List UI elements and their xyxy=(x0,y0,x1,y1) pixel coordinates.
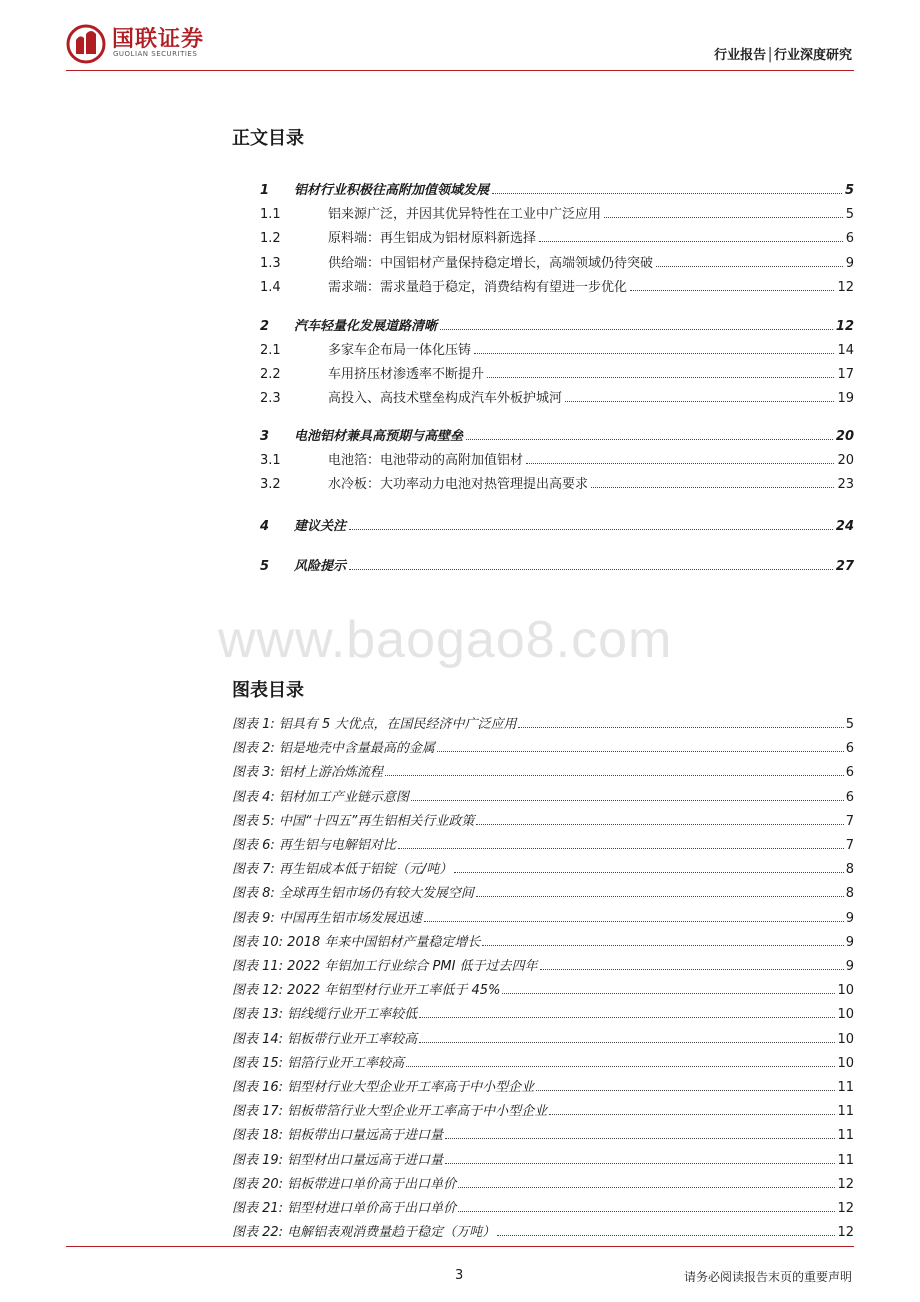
figure-entry-title: 图表 10: 2018 年来中国铝材产量稳定增长 xyxy=(232,935,481,950)
figure-entry-page: 11 xyxy=(837,1104,854,1119)
toc-entry-page: 5 xyxy=(845,207,854,222)
footer-disclaimer: 请务必阅读报告末页的重要声明 xyxy=(683,1270,852,1284)
figure-entry-title: 图表 8: 全球再生铝市场仍有较大发展空间 xyxy=(232,886,474,901)
toc-entry-page: 20 xyxy=(835,429,854,444)
figure-entry-title: 图表 11: 2022 年铝加工行业综合 PMI 低于过去四年 xyxy=(232,959,538,974)
dot-leader xyxy=(458,1211,835,1212)
toc-entry[interactable] xyxy=(260,178,854,198)
figure-entry-page: 10 xyxy=(837,1007,854,1022)
toc-entry-page: 14 xyxy=(837,343,854,358)
toc-title: 正文目录 xyxy=(232,128,304,149)
toc-entry[interactable] xyxy=(260,554,854,574)
figure-entry-title: 图表 21: 铝型材进口单价高于出口单价 xyxy=(232,1201,457,1216)
figure-entry-title: 图表 2: 铝是地壳中含量最高的金属 xyxy=(232,741,435,756)
figure-entry-page: 7 xyxy=(845,838,854,853)
figure-entry-page: 8 xyxy=(845,862,854,877)
dot-leader xyxy=(492,193,842,194)
dot-leader xyxy=(349,529,833,530)
figure-entry-page: 5 xyxy=(845,717,854,732)
brand-name-cn: 国联证券 xyxy=(112,27,205,52)
toc-entry-page: 9 xyxy=(845,256,854,271)
toc-entry[interactable] xyxy=(260,472,854,492)
toc-entry-title: 铝材行业积极往高附加值领域发展 xyxy=(294,183,490,198)
dot-leader xyxy=(591,487,834,488)
toc-entry-page: 27 xyxy=(835,559,854,574)
toc-entry[interactable] xyxy=(260,386,854,406)
toc-entry-page: 17 xyxy=(837,367,854,382)
toc-entry[interactable] xyxy=(260,226,854,246)
figure-entry-title: 图表 18: 铝板带出口量远高于进口量 xyxy=(232,1128,444,1143)
figure-entry[interactable] xyxy=(232,1196,854,1216)
dot-leader xyxy=(466,439,833,440)
toc-entry[interactable] xyxy=(260,338,854,358)
toc-entry-number: 1.4 xyxy=(260,280,281,295)
figure-entry-page: 9 xyxy=(845,911,854,926)
toc-entry[interactable] xyxy=(260,514,854,534)
toc-entry-title: 多家车企布局一体化压铸 xyxy=(328,343,472,358)
dot-leader xyxy=(502,993,835,994)
toc-entry[interactable] xyxy=(260,275,854,295)
toc-entry-title: 供给端：中国铝材产量保持稳定增长，高端领域仍待突破 xyxy=(328,256,654,271)
figure-entry-page: 12 xyxy=(837,1177,854,1192)
dot-leader xyxy=(482,945,843,946)
figure-entry-page: 11 xyxy=(837,1080,854,1095)
toc-entry-title: 铝来源广泛，并因其优异特性在工业中广泛应用 xyxy=(328,207,602,222)
figure-entry[interactable] xyxy=(232,760,854,780)
toc-entry-title: 需求端：需求量趋于稳定，消费结构有望进一步优化 xyxy=(328,280,628,295)
dot-leader xyxy=(419,1042,835,1043)
dot-leader xyxy=(476,896,844,897)
toc-entry-title: 高投入、高技术壁垒构成汽车外板护城河 xyxy=(328,391,563,406)
toc-entry-title: 车用挤压材渗透率不断提升 xyxy=(328,367,485,382)
dot-leader xyxy=(474,353,834,354)
dot-leader xyxy=(656,266,843,267)
toc-entry-page: 24 xyxy=(835,519,854,534)
dot-leader xyxy=(565,401,834,402)
dot-leader xyxy=(604,217,843,218)
figure-entry-page: 10 xyxy=(837,1032,854,1047)
toc-entry-number: 1.3 xyxy=(260,256,281,271)
figure-entry-title: 图表 14: 铝板带行业开工率较高 xyxy=(232,1032,418,1047)
dot-leader xyxy=(445,1138,835,1139)
figure-entry[interactable] xyxy=(232,1172,854,1192)
figure-entry[interactable] xyxy=(232,954,854,974)
figure-entry-page: 9 xyxy=(845,935,854,950)
toc-entry-number: 2.2 xyxy=(260,367,281,382)
figure-entry-page: 12 xyxy=(837,1225,854,1240)
dot-leader xyxy=(549,1114,835,1115)
figure-entry-title: 图表 19: 铝型材出口量远高于进口量 xyxy=(232,1153,444,1168)
figure-entry-page: 9 xyxy=(845,959,854,974)
toc-entry-page: 6 xyxy=(845,231,854,246)
figure-entry[interactable] xyxy=(232,1099,854,1119)
toc-entry-page: 12 xyxy=(837,280,854,295)
dot-leader xyxy=(540,969,844,970)
figure-entry-title: 图表 1: 铝具有 5 大优点，在国民经济中广泛应用 xyxy=(232,717,517,732)
dot-leader xyxy=(526,463,834,464)
toc-entry-title: 水冷板：大功率动力电池对热管理提出高要求 xyxy=(328,477,589,492)
figure-entry[interactable] xyxy=(232,785,854,805)
dot-leader xyxy=(518,727,843,728)
figure-entry-page: 12 xyxy=(837,1201,854,1216)
figure-entry[interactable] xyxy=(232,736,854,756)
figure-entry-title: 图表 6: 再生铝与电解铝对比 xyxy=(232,838,396,853)
figure-entry-title: 图表 17: 铝板带箔行业大型企业开工率高于中小型企业 xyxy=(232,1104,548,1119)
toc-entry-page: 19 xyxy=(837,391,854,406)
figure-entry-title: 图表 3: 铝材上游冶炼流程 xyxy=(232,765,383,780)
dot-leader xyxy=(458,1187,835,1188)
figure-entry[interactable] xyxy=(232,712,854,732)
toc-entry-title: 电池铝材兼具高预期与高壁垒 xyxy=(294,429,464,444)
figure-entry-page: 6 xyxy=(845,741,854,756)
header-divider xyxy=(66,70,854,71)
toc-entry-title: 原料端：再生铝成为铝材原料新选择 xyxy=(328,231,537,246)
toc-entry-page: 23 xyxy=(837,477,854,492)
toc-entry-number: 3 xyxy=(260,429,270,444)
figure-entry-title: 图表 9: 中国再生铝市场发展迅速 xyxy=(232,911,422,926)
dot-leader xyxy=(454,872,843,873)
figure-entry[interactable] xyxy=(232,1075,854,1095)
toc-entry-title: 电池箔：电池带动的高附加值铝材 xyxy=(328,453,524,468)
figure-entry-page: 11 xyxy=(837,1153,854,1168)
toc-entry-number: 2 xyxy=(260,319,270,334)
guolian-logo-icon xyxy=(66,24,106,64)
figure-entry[interactable] xyxy=(232,1123,854,1143)
dot-leader xyxy=(539,241,843,242)
figure-entry-title: 图表 12: 2022 年铝型材行业开工率低于 45% xyxy=(232,983,501,998)
toc-entry[interactable] xyxy=(260,362,854,382)
figure-entry-title: 图表 4: 铝材加工产业链示意图 xyxy=(232,790,409,805)
dot-leader xyxy=(411,800,844,801)
figure-entry[interactable] xyxy=(232,1220,854,1240)
figure-entry[interactable] xyxy=(232,906,854,926)
figure-entry-title: 图表 22: 电解铝表观消费量趋于稳定（万吨） xyxy=(232,1225,496,1240)
toc-entry-number: 5 xyxy=(260,559,270,574)
figure-entry-page: 10 xyxy=(837,983,854,998)
brand-name-en: GUOLIAN SECURITIES xyxy=(113,50,198,58)
toc-entry-number: 3.1 xyxy=(260,453,281,468)
figure-entry-title: 图表 5: 中国“十四五”再生铝相关行业政策 xyxy=(232,814,475,829)
toc-entry-page: 5 xyxy=(844,183,854,198)
dot-leader xyxy=(487,377,834,378)
toc-entry[interactable] xyxy=(260,202,854,222)
page-number: 3 xyxy=(455,1268,464,1283)
figure-entry[interactable] xyxy=(232,857,854,877)
toc-entry-title: 风险提示 xyxy=(294,559,347,574)
dot-leader xyxy=(497,1235,835,1236)
page-header xyxy=(0,0,920,72)
toc-entry[interactable] xyxy=(260,251,854,271)
figure-entry-page: 10 xyxy=(837,1056,854,1071)
figure-entry-page: 6 xyxy=(845,790,854,805)
figure-entry[interactable] xyxy=(232,881,854,901)
figure-entry-page: 6 xyxy=(845,765,854,780)
toc-entry-number: 1.1 xyxy=(260,207,281,222)
figure-entry-page: 8 xyxy=(845,886,854,901)
figure-entry-title: 图表 13: 铝线缆行业开工率较低 xyxy=(232,1007,418,1022)
dot-leader xyxy=(419,1017,835,1018)
footer-divider xyxy=(66,1246,854,1247)
report-type-label: 行业报告│行业深度研究 xyxy=(714,48,852,63)
figures-title: 图表目录 xyxy=(232,680,304,701)
figure-entry-title: 图表 15: 铝箔行业开工率较高 xyxy=(232,1056,405,1071)
toc-entry-number: 1.2 xyxy=(260,231,281,246)
toc-entry-page: 20 xyxy=(837,453,854,468)
figure-entry-title: 图表 20: 铝板带进口单价高于出口单价 xyxy=(232,1177,457,1192)
figure-entry[interactable] xyxy=(232,930,854,950)
figure-entry-title: 图表 7: 再生铝成本低于铝锭（元/吨） xyxy=(232,862,453,877)
toc-entry-title: 汽车轻量化发展道路清晰 xyxy=(294,319,438,334)
dot-leader xyxy=(398,848,844,849)
dot-leader xyxy=(440,329,833,330)
toc-entry-number: 3.2 xyxy=(260,477,281,492)
figure-entry[interactable] xyxy=(232,1051,854,1071)
dot-leader xyxy=(424,921,844,922)
toc-entry[interactable] xyxy=(260,424,854,444)
figure-entry-page: 7 xyxy=(845,814,854,829)
dot-leader xyxy=(476,824,843,825)
toc-entry[interactable] xyxy=(260,314,854,334)
watermark: www.baogao8.com xyxy=(218,611,673,669)
toc-entry[interactable] xyxy=(260,448,854,468)
toc-entry-title: 建议关注 xyxy=(294,519,347,534)
dot-leader xyxy=(630,290,834,291)
figure-entry[interactable] xyxy=(232,1002,854,1022)
toc-entry-number: 2.3 xyxy=(260,391,281,406)
toc-entry-page: 12 xyxy=(835,319,854,334)
dot-leader xyxy=(437,751,844,752)
dot-leader xyxy=(349,569,833,570)
dot-leader xyxy=(406,1066,835,1067)
toc-entry-number: 2.1 xyxy=(260,343,281,358)
figure-entry-page: 11 xyxy=(837,1128,854,1143)
figure-entry[interactable] xyxy=(232,833,854,853)
dot-leader xyxy=(445,1163,835,1164)
figure-entry[interactable] xyxy=(232,809,854,829)
dot-leader xyxy=(385,775,844,776)
toc-entry-number: 4 xyxy=(260,519,270,534)
figure-entry[interactable] xyxy=(232,978,854,998)
figure-entry[interactable] xyxy=(232,1027,854,1047)
dot-leader xyxy=(536,1090,835,1091)
toc-entry-number: 1 xyxy=(260,183,270,198)
figure-entry[interactable] xyxy=(232,1148,854,1168)
figure-entry-title: 图表 16: 铝型材行业大型企业开工率高于中小型企业 xyxy=(232,1080,535,1095)
